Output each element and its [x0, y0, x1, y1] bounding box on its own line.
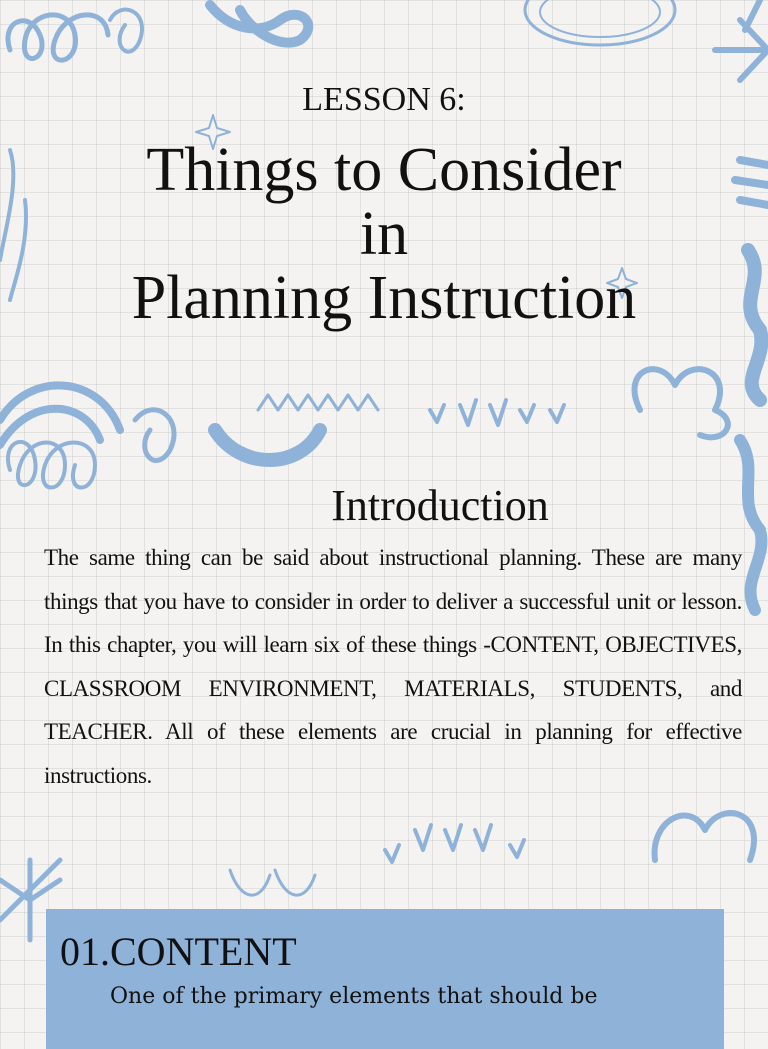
- checkmark-row-mid: [430, 400, 564, 425]
- loop-doodle-top-left-2: [110, 10, 142, 52]
- flower-doodle-right: [635, 369, 728, 437]
- lesson-label: LESSON 6:: [302, 81, 466, 118]
- zigzag-doodle: [258, 395, 378, 410]
- lesson-title-line-2: in: [359, 200, 409, 268]
- oval-doodle-top-2: [540, 0, 660, 37]
- loop-doodle-mid: [135, 410, 174, 461]
- loop-row-left: [8, 442, 95, 488]
- oval-doodle-top: [525, 0, 675, 45]
- scribble-top: [210, 5, 308, 43]
- lesson-title: [0, 138, 768, 330]
- section-body: One of the primary elements that should be: [110, 984, 598, 1009]
- checkmark-row-lower: [385, 825, 524, 862]
- swirl-right-mid: [740, 440, 761, 610]
- section-title: CONTENT: [110, 929, 297, 974]
- flower-doodle-lower-right: [655, 813, 754, 860]
- introduction-heading: Introduction: [331, 481, 549, 530]
- arrow-doodle-top-right: [715, 20, 768, 80]
- arrow-doodle-top-right-2: [745, 0, 760, 30]
- rainbow-arc-left: [0, 385, 120, 445]
- introduction-body: The same thing can be said about instructional planning. These are many things that you have to consider in order to deliver a successful unit or lesson. In this chapter, you will learn six of these things -CONTENT, OBJECTIVES, CLASSROOM ENVIRONMENT, MATERIALS, STUDENTS, and TEACHER. All of these elements are crucial in planning for effective instructions.: [44, 545, 742, 788]
- lesson-title-line-1: Things to Consider: [146, 136, 622, 204]
- loop-doodle-top-left: [8, 15, 108, 60]
- lesson-title-line-3: Planning Instruction: [131, 264, 637, 332]
- scribble-lower-mid: [230, 870, 315, 895]
- section-number: 01.: [60, 929, 110, 974]
- blob-doodle-mid: [215, 430, 320, 460]
